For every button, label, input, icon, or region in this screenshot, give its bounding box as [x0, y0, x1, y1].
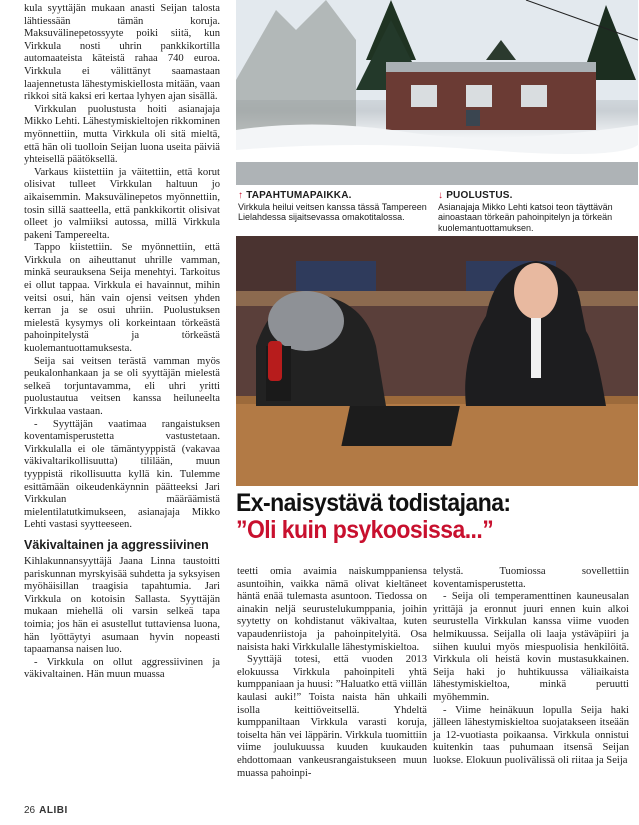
paragraph: - Virkkula on ollut aggressiivinen ja väkivaltainen. Hän muun muassa: [24, 656, 220, 681]
caption-text: Virkkula heilui veitsen kanssa tässä Tampereen Lielahdessa sijaitsevassa omakotitalossa.: [238, 201, 427, 222]
caption-title: TAPAHTUMAPAIKKA.: [246, 190, 352, 201]
house-illustration: [236, 0, 638, 185]
caption-text: Asianajaja Mikko Lehti katsoi teon täyttävän ainoastaan törkeän pahoinpitelyn ja törkeän kuolemantuottamuksen.: [438, 201, 613, 233]
headline-line-1: Ex-naisystävä todistajana:: [236, 489, 511, 517]
caption-title: PUOLUSTUS.: [446, 190, 513, 201]
courtroom-photo: [236, 236, 638, 486]
page-number: 26: [24, 805, 36, 816]
headline-line-2: ”Oli kuin psykoosissa...”: [236, 516, 494, 544]
paragraph: Kihlakunnansyyttäjä Jaana Linna taustoitti pariskunnan myrskyisää suhdetta ja syksyisen myöhäisillan traagisia tapahtumia. Jari Virkkula on kotoisin Sallasta. Syyttäjän mukaan miehellä oli varsin selkeä tapa toimia; jos hän ei asustellut tuttaviensa luona, hän lyöttäytyi asumaan hyvin nopeasti tapaamansa naisen luo.: [24, 555, 220, 656]
courtroom-illustration: [236, 236, 638, 486]
page-footer: [24, 805, 68, 816]
paragraph: telystä. Tuomiossa sovellettiin koventamisperustetta.: [433, 566, 629, 590]
paragraph: - Seija oli temperamenttinen kauneusalan yrittäjä ja eronnut juuri ennen kuin alkoi seurustella Virkkulan kanssa viime vuoden helmikuussa. Seijalla oli laaja ystäväpiiri ja siihen kuului myös miespuolisia henkilöitä. Virkkula oli heistä kovin mustasukkainen. Seija haki jo huhtikuussa väliaikaista lähestymiskieltoa, minkä peruutti myöhemmin.: [433, 591, 629, 703]
article-middle-column: [237, 566, 427, 780]
paragraph: kula syyttäjän mukaan anasti Seijan talosta lähtiessään tämän koruja. Maksuvälinepetossyyte poiki siitä, kun Virkkula nosti uhrin pankkikortilla automaateista käteistä rahaa 740 euroa. Virkkula ei välittänyt saamastaan laajennetusta lähestymiskiellosta mitään, vaan rikkoi sitä kaksi eri kertaa lyhyen ajan sisällä.: [24, 3, 220, 103]
paragraph: - Viime heinäkuun lopulla Seija haki jälleen lähestymiskieltoa suojatakseen itseään ja 12-vuotiasta poikaansa. Virkkula onnistui kuitenkin taas puhumaan itsensä Seijan luokse. Elokuun puolivälissä oli riitaa ja Seija: [433, 704, 629, 766]
article-left-column: [24, 3, 220, 682]
paragraph: Syyttäjä totesi, että vuoden 2013 elokuussa Virkkula pahoinpiteli yhtä kumppaniaan ja huusi: ”Haluatko että viillän kaulasi auki!” Toista naista hän uhkaili isolla keittiöveitsellä. Yhdeltä kumppaniltaan Virkkula varasti koruja, toiselta hän vei läppärin. Virkkula tuomittiin viime joulukuussa kuuden kuukauden ehdottomaan vankeusrangaistukseen muun muassa pahoinpi-: [237, 654, 427, 779]
paragraph: Seija sai veitsen terästä vamman myös peukalonhankaan ja se oli syyttäjän mielestä selkeä torjuntavamma, eli uhri yritti puolustautua veitsen kanssa heiluneelta Virkkulaa vastaan.: [24, 355, 220, 417]
subheading: Väkivaltainen ja aggressiivinen: [24, 537, 209, 552]
paragraph: teetti omia avaimia naiskumppaniensa asuntoihin, vaikka nämä olivat kieltäneet häntä enää tulemasta asuntoon. Tiedossa on ainakin neljä seurustelukumppania, joihin syytetty on kohdistanut väkivaltaa, kuten vapaudenriistoja ja pahoinpitelyitä. Osa naisista haki Virkkulalle lähestymiskieltoa.: [237, 566, 427, 653]
paragraph: - Syyttäjän vaatimaa rangaistuksen koventamisperustetta vastustetaan. Virkkulalla ei ole tämäntyyppistä (vakavaa väkivaltarikollisuutta) tililään, muun tyyppistä rikollisuutta kyllä kin. Tulemme esittämään oikeudenkäynnin päätteeksi Jari Virkkulan määräämistä mielentilatutkimukseen, asianajaja Mikko Lehti vastasi syytteeseen.: [24, 418, 220, 531]
photo-caption-defense: [438, 191, 633, 233]
magazine-name: ALIBI: [39, 805, 68, 816]
arrow-up-icon: ↑: [238, 190, 244, 201]
photo-caption-scene: [238, 191, 433, 223]
paragraph: Varkaus kiistettiin ja väitettiin, että korut olisivat tulleet Virkkulan haltuun jo aikaisemmin. Maksuvälinepetos myönnettiin, tosin sillä saatteella, että pankkikortit olisivat olleet jo valmiiksi autossa, millä Virkkula pakeni Tampereelta.: [24, 166, 220, 241]
arrow-down-icon: ↓: [438, 190, 444, 201]
crime-scene-photo: [236, 0, 638, 185]
article-right-column: [433, 566, 629, 768]
paragraph: Tappo kiistettiin. Se myönnettiin, että Virkkula on aiheuttanut uhrille vamman, minkä seurauksena Seija menehtyi. Tarkoitus ei ollut tappaa. Virkkula ei havainnut, mihin veitsi osui, hän vain ojensi veitsen yhden kerran ja se osui uhriin. Puolustuksen mielestä kysymys oli korkeintaan törkeästä pahoinpitelystä ja törkeästä kuolemantuottamuksesta.: [24, 242, 220, 355]
article-headline: [236, 490, 636, 544]
paragraph: Virkkulan puolustusta hoiti asianajaja Mikko Lehti. Lähestymiskieltojen rikkominen myönnettiin, mutta Virkkula oli sitä mieltä, että hän oli tuolloin Seijan luona useita päiviä yhteisellä päätöksellä.: [24, 103, 220, 166]
